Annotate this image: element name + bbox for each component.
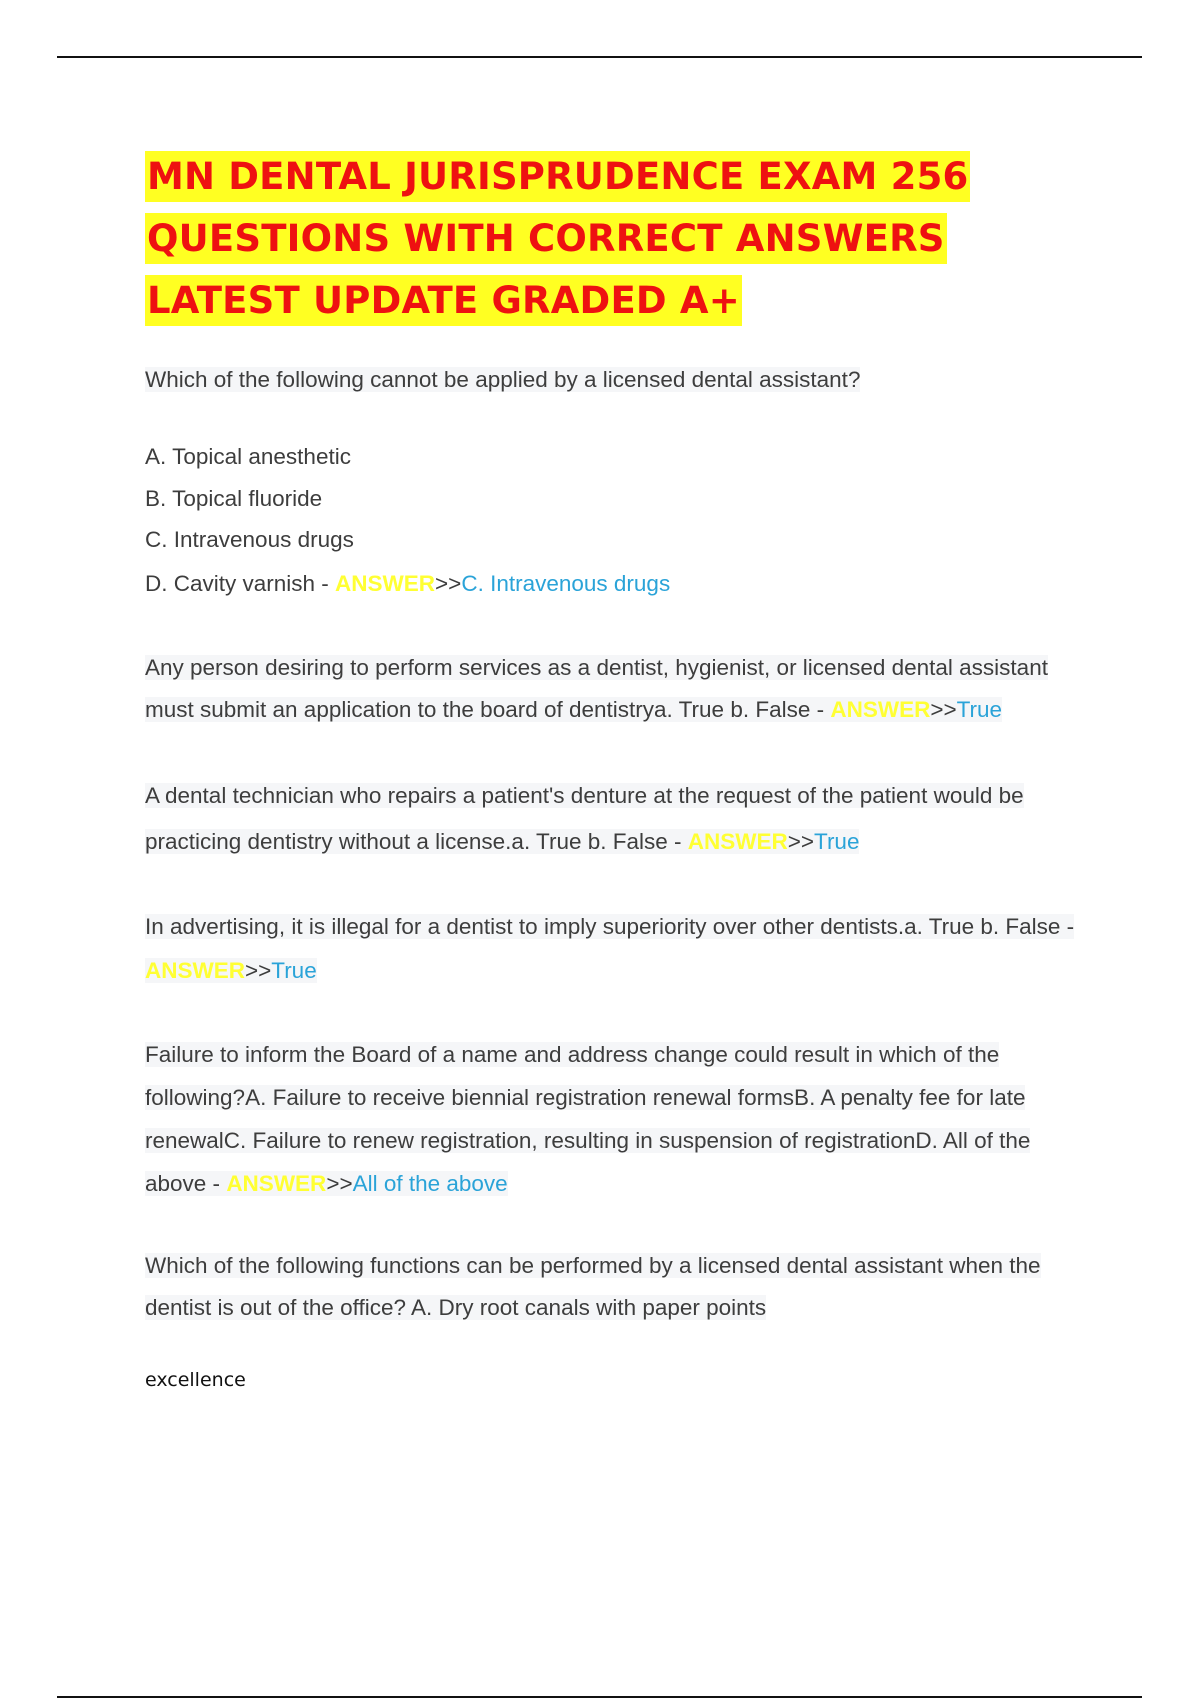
answer-text: True <box>814 828 860 854</box>
option-item-with-answer <box>145 561 1085 607</box>
title-highlight: MN DENTAL JURISPRUDENCE EXAM 256 QUESTIONS WITH CORRECT ANSWERS LATEST UPDATE GRADED A+ <box>145 151 970 326</box>
answer-label: ANSWER <box>226 1170 327 1196</box>
question-text: Failure to inform the Board of a name and address change could result in which of the following?A. Failure to receive biennial registration renewal formsB. A penalty fee for late renewalC. Failure to renew registration, resulting in suspension of registrationD. All of the above - <box>145 1041 1031 1196</box>
question-block <box>145 905 1085 993</box>
question-block <box>145 1245 1085 1329</box>
option-item: D. Cavity varnish - <box>145 570 336 596</box>
answer-arrow: >> <box>787 828 815 854</box>
option-item: A. Topical anesthetic <box>145 444 351 469</box>
question-block <box>145 773 1085 865</box>
question-block <box>145 360 1085 607</box>
question-block <box>145 1033 1085 1205</box>
answer-arrow: >> <box>326 1170 353 1196</box>
answer-text: C. Intravenous drugs <box>461 570 671 596</box>
option-item: B. Topical fluoride <box>145 485 323 511</box>
answer-arrow: >> <box>435 570 462 596</box>
answer-arrow: >> <box>930 696 957 722</box>
question-text: Which of the following functions can be performed by a licensed dental assistant when the dentist is out of the office? A. Dry root canals with paper points <box>145 1252 1041 1320</box>
answer-label: ANSWER <box>830 696 931 722</box>
answer-text: True <box>271 957 317 983</box>
option-item: C. Intravenous drugs <box>145 527 354 552</box>
option-list <box>145 436 1085 607</box>
answer-label: ANSWER <box>687 828 788 854</box>
question-block <box>145 647 1085 731</box>
question-text: Which of the following cannot be applied by a licensed dental assistant? <box>145 367 861 392</box>
document-title <box>145 146 1085 332</box>
answer-label: ANSWER <box>335 570 436 596</box>
answer-text: True <box>956 696 1003 722</box>
answer-arrow: >> <box>245 957 272 983</box>
question-text: In advertising, it is illegal for a dentist to imply superiority over other dentists.a. True b. False - <box>145 913 1075 939</box>
answer-label: ANSWER <box>145 957 245 983</box>
footer-text: excellence <box>145 1368 246 1391</box>
document-page <box>145 146 1085 1391</box>
top-rule <box>57 56 1142 58</box>
answer-text: All of the above <box>352 1170 508 1196</box>
bottom-rule <box>57 1696 1142 1698</box>
question-text: A dental technician who repairs a patient's denture at the request of the patient would be practicing dentistry without a license.a. True b. False - <box>145 782 1024 854</box>
question-text: Any person desiring to perform services as a dentist, hygienist, or licensed dental assistant must submit an application to the board of dentistrya. True b. False - <box>145 654 1048 722</box>
